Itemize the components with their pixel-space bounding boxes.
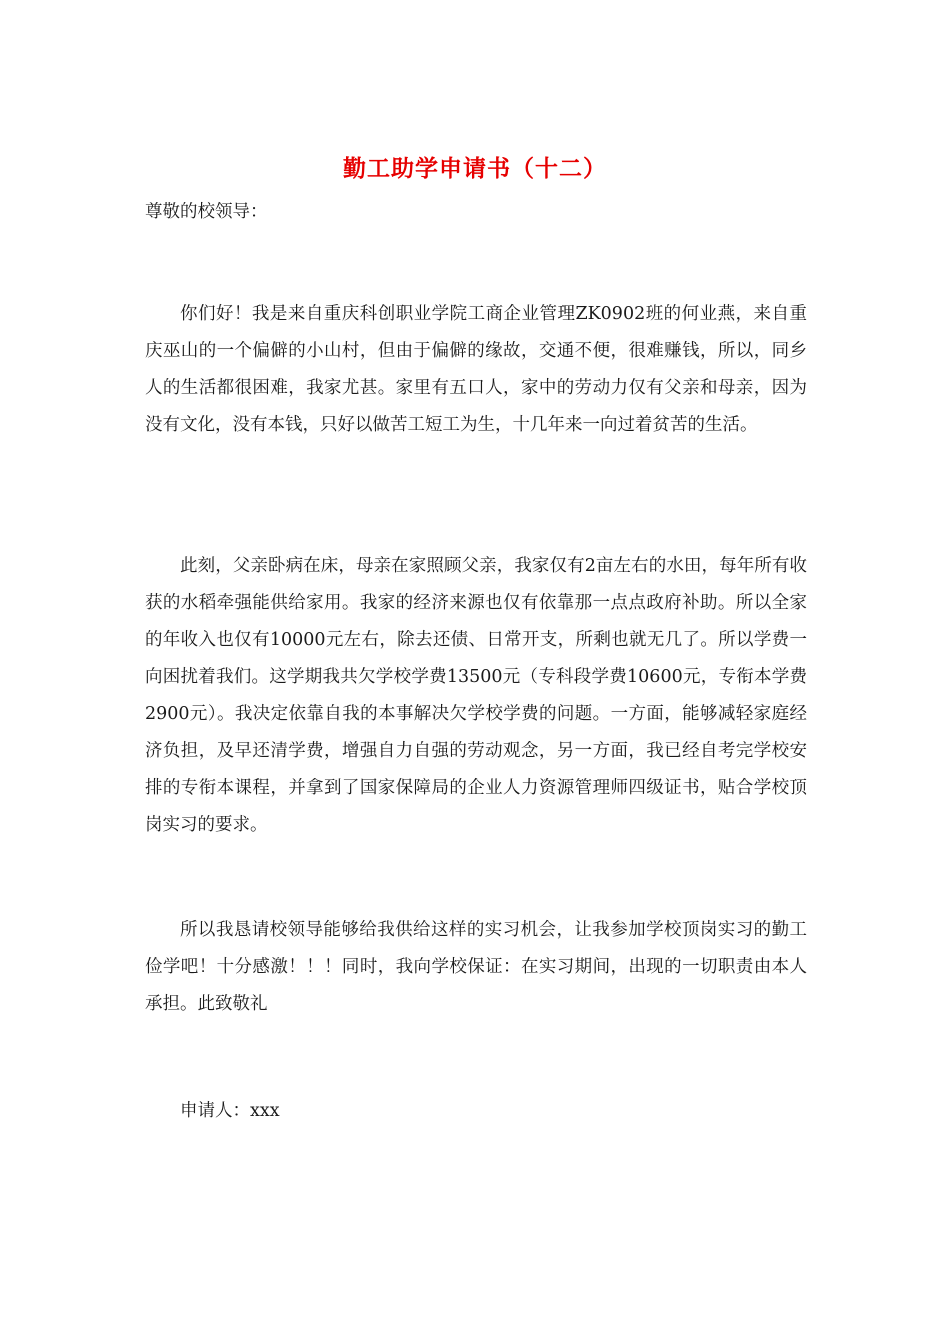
- paragraph-1: 你们好！我是来自重庆科创职业学院工商企业管理ZK0902班的何业燕，来自重庆巫山的一个偏僻的小山村，但由于偏僻的缘故，交通不便，很难赚钱，所以，同乡人的生活都很困难，我家尤甚。家里有五口人，家中的劳动力仅有父亲和母亲，因为没有文化，没有本钱，只好以做苦工短工为生，十几年来一向过着贫苦的生活。: [145, 304, 807, 435]
- salutation: 尊敬的校领导：: [145, 202, 268, 222]
- paragraph-3: 所以我恳请校领导能够给我供给这样的实习机会，让我参加学校顶岗实习的勤工俭学吧！十分感激！！！同时，我向学校保证：在实习期间，出现的一切职责由本人承担。此致敬礼: [145, 920, 807, 1014]
- applicant-signature: 申请人：xxx: [180, 1101, 280, 1121]
- document-title: 勤工助学申请书（十二）: [343, 156, 607, 182]
- paragraph-2: 此刻，父亲卧病在床，母亲在家照顾父亲，我家仅有2亩左右的水田，每年所有收获的水稻牵强能供给家用。我家的经济来源也仅有依靠那一点点政府补助。所以全家的年收入也仅有10000元左右，除去还债、日常开支，所剩也就无几了。所以学费一向困扰着我们。这学期我共欠学校学费13500元（专科段学费10600元，专衔本学费2900元）。我决定依靠自我的本事解决欠学校学费的问题。一方面，能够减轻家庭经济负担，及早还清学费，增强自力自强的劳动观念，另一方面，我已经自考完学校安排的专衔本课程，并拿到了国家保障局的企业人力资源管理师四级证书，贴合学校顶岗实习的要求。: [145, 556, 807, 835]
